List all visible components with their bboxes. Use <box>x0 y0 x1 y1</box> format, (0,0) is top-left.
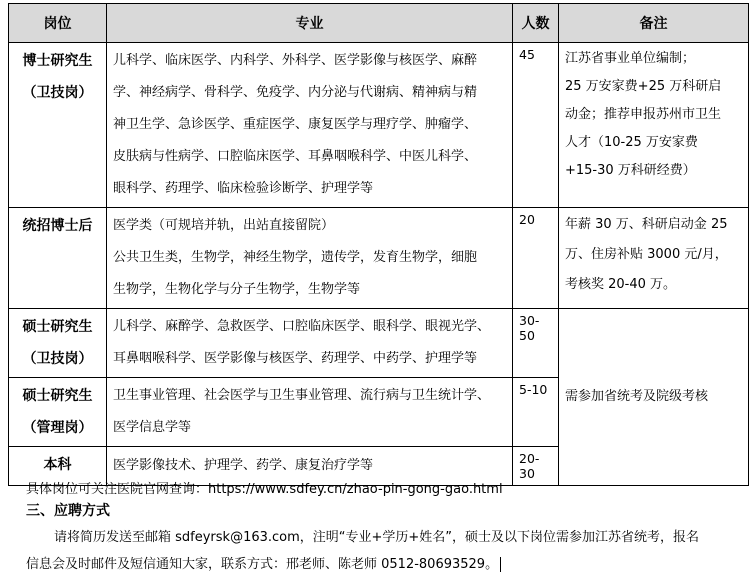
position-type: （卫技岗） <box>22 351 93 367</box>
position-name: 硕士研究生 <box>22 319 93 335</box>
major-line: 神卫生学、急诊医学、重症医学、康复医学与理疗学、肿瘤学、 <box>113 117 478 132</box>
major-line: 耳鼻咽喉科学、医学影像与核医学、药理学、中药学、护理学等 <box>113 351 478 366</box>
apply-instructions-line1: 请将简历发送至邮箱 sdfeyrsk@163.com，注明“专业+学历+姓名”，硕士及以下岗位需参加江苏省统考，报名 <box>54 530 700 545</box>
major-cell <box>107 309 513 378</box>
text-cursor <box>500 557 501 572</box>
note-line: 年薪 30 万、科研启动金 25 <box>565 217 728 232</box>
position-cell <box>9 378 107 447</box>
note-cell <box>559 208 749 309</box>
position-name: 硕士研究生 <box>22 388 93 404</box>
major-line: 医学影像技术、护理学、药学、康复治疗学等 <box>113 458 374 473</box>
count-cell: 20-30 <box>513 447 559 486</box>
website-note: 具体岗位可关注医院官网查询：https://www.sdfey.cn/zhao-pin-gong-gao.html <box>26 482 503 497</box>
contact-text: 信息会及时邮件及短信通知大家，联系方式：邢老师、陈老师 0512-80693529。 <box>26 557 499 572</box>
header-position: 岗位 <box>9 4 107 43</box>
count-cell: 20 <box>513 208 559 309</box>
apply-instructions-line2 <box>26 553 753 572</box>
position-name: 博士研究生 <box>22 53 93 69</box>
note-line: 考核奖 20-40 万。 <box>565 277 677 292</box>
recruitment-table <box>8 3 749 486</box>
table-row <box>9 208 749 309</box>
major-cell <box>107 208 513 309</box>
position-cell <box>9 43 107 208</box>
note-line: 动金；推荐申报苏州市卫生 <box>565 107 722 122</box>
major-line: 公共卫生类，生物学，神经生物学，遗传学，发育生物学，细胞 <box>113 250 478 265</box>
merged-note-cell: 需参加省统考及院级考核 <box>559 309 749 486</box>
position-cell <box>9 208 107 309</box>
major-line: 皮肤病与性病学、口腔临床医学、耳鼻咽喉科学、中医儿科学、 <box>113 149 478 164</box>
major-line: 医学类（可规培并轨，出站直接留院） <box>113 218 335 233</box>
major-line: 儿科学、临床医学、内科学、外科学、医学影像与核医学、麻醉 <box>113 53 478 68</box>
note-line: 25 万安家费+25 万科研启 <box>565 79 722 94</box>
count-cell: 5-10 <box>513 378 559 447</box>
table-row <box>9 309 749 378</box>
major-cell <box>107 378 513 447</box>
major-line: 学、神经病学、骨科学、免疫学、内分泌与代谢病、精神病与精 <box>113 85 478 100</box>
note-cell <box>559 43 749 208</box>
count-cell: 30-50 <box>513 309 559 378</box>
major-line: 生物学，生物化学与分子生物学，生物学等 <box>113 282 361 297</box>
major-line: 眼科学、药理学、临床检验诊断学、护理学等 <box>113 181 374 196</box>
position-type: （卫技岗） <box>22 85 93 101</box>
position-name: 统招博士后 <box>22 218 93 234</box>
table-row <box>9 43 749 208</box>
note-line: 人才（10-25 万安家费 <box>565 135 698 150</box>
note-line: +15-30 万科研经费） <box>565 163 696 178</box>
section-heading: 三、应聘方式 <box>26 503 110 519</box>
header-major: 专业 <box>107 4 513 43</box>
position-cell <box>9 309 107 378</box>
major-line: 卫生事业管理、社会医学与卫生事业管理、流行病与卫生统计学、 <box>113 388 491 403</box>
position-name: 本科 <box>43 457 72 473</box>
table-header-row <box>9 4 749 43</box>
note-line: 江苏省事业单位编制； <box>565 51 696 66</box>
header-count: 人数 <box>513 4 559 43</box>
count-cell: 45 <box>513 43 559 208</box>
major-line: 儿科学、麻醉学、急救医学、口腔临床医学、眼科学、眼视光学、 <box>113 319 491 334</box>
major-line: 医学信息学等 <box>113 420 192 435</box>
major-cell <box>107 43 513 208</box>
position-type: （管理岗） <box>22 420 93 436</box>
header-note: 备注 <box>559 4 749 43</box>
note-line: 万、住房补贴 3000 元/月， <box>565 247 728 262</box>
